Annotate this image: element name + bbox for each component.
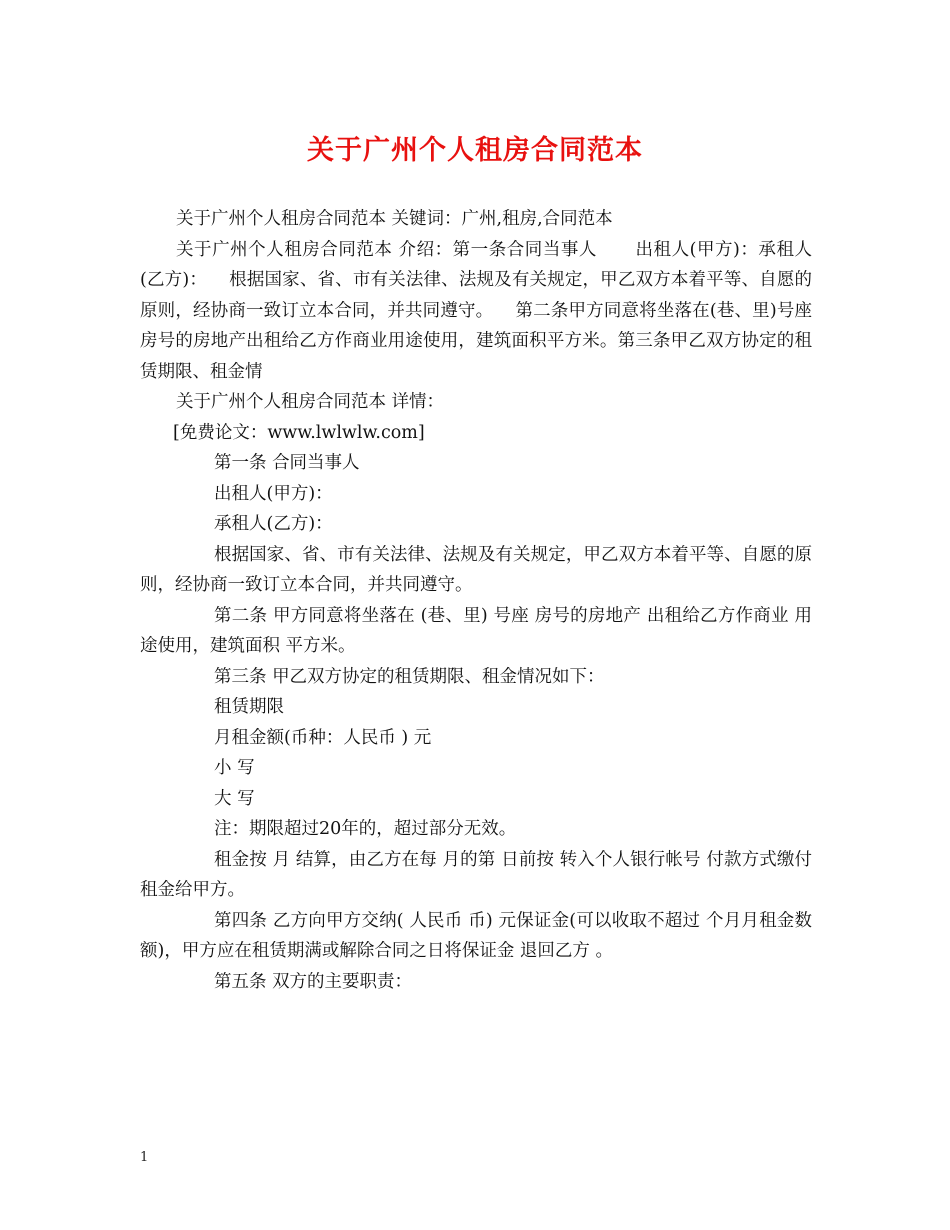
clause-3-heading: 第三条 甲乙双方协定的租赁期限、租金情况如下：	[214, 666, 605, 687]
clause-4-text: 第四条 乙方向甲方交纳( 人民币 币) 元保证金(可以收取不超过 个月月租金数额)，甲方应在租赁期满或解除合同之日将保证金 退回乙方 。	[140, 910, 812, 961]
clause-1-heading: 第一条 合同当事人	[214, 453, 360, 473]
page-number: 1	[140, 1150, 149, 1165]
intro-paragraph	[140, 235, 812, 388]
clause-3-lower: 小 写	[214, 758, 255, 778]
intro-part-d: 第二条甲方同意将坐落在(巷、里)号座房号的房地产出租给乙方作商业用途使用，建筑面积平方米。第三条甲乙双方协定的租赁期限、租金情	[140, 300, 813, 382]
keywords-line: 关于广州个人租房合同范本 关键词：广州,租房,合同范本	[176, 209, 613, 229]
document-body	[140, 204, 812, 997]
clause-1-lessor: 出租人(甲方)：	[214, 483, 333, 504]
clause-3-term: 租赁期限	[214, 697, 284, 717]
clause-5-heading: 第五条 双方的主要职责：	[214, 971, 413, 992]
page-title: 关于广州个人租房合同范本	[307, 135, 643, 166]
clause-2-text: 第二条 甲方同意将坐落在 (巷、里) 号座 房号的房地产 出租给乙方作商业 用途使用，建筑面积 平方米。	[140, 605, 812, 656]
intro-part-b: 出租人(甲方)：承租人(乙方)：	[140, 239, 813, 290]
clause-3-rent: 月租金额(币种：人民币 ) 元	[214, 727, 432, 748]
clause-3-payment: 租金按 月 结算，由乙方在每 月的第 日前按 转入个人银行帐号 付款方式缴付租金给甲方。	[140, 849, 812, 900]
clause-1-lessee: 承租人(乙方)：	[214, 514, 333, 534]
clause-1-basis: 根据国家、省、市有关法律、法规及有关规定，甲乙双方本着平等、自愿的原则，经协商一致订立本合同，并共同遵守。	[140, 544, 812, 595]
details-line: 关于广州个人租房合同范本 详情：	[176, 392, 445, 412]
clause-3-note: 注：期限超过20年的，超过部分无效。	[214, 819, 517, 839]
clause-3-upper: 大 写	[214, 788, 255, 809]
source-link[interactable]: [免费论文：www.lwlwlw.com]	[173, 422, 425, 443]
intro-part-a: 关于广州个人租房合同范本 介绍：第一条合同当事人	[176, 239, 597, 260]
intro-part-c: 根据国家、省、市有关法律、法规及有关规定，甲乙双方本着平等、自愿的原则，经协商一致订立本合同，并共同遵守。	[140, 270, 813, 321]
